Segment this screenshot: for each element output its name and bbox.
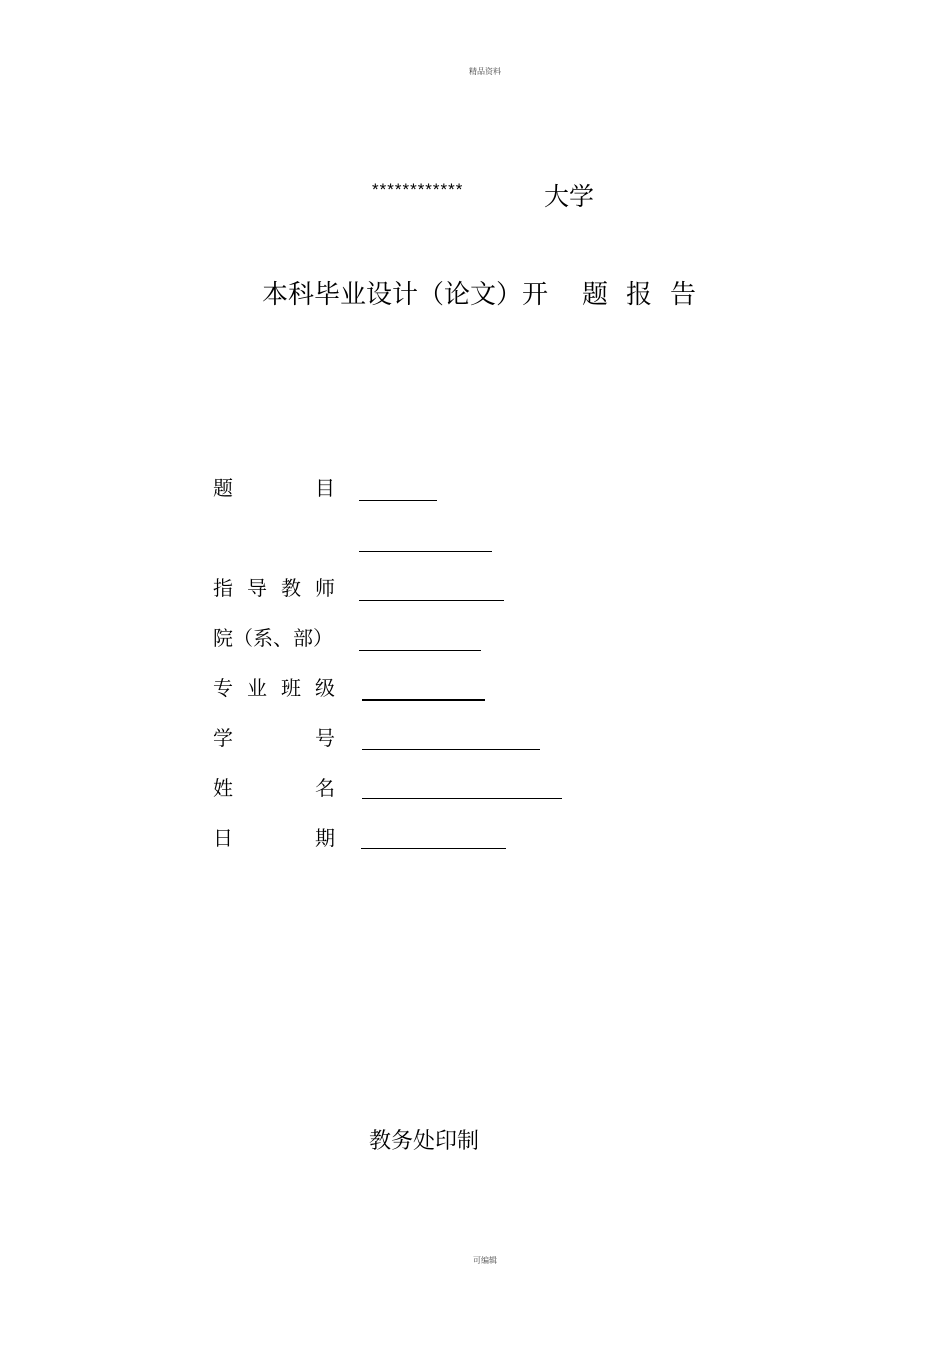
university-name-placeholder: ************ [372, 180, 464, 199]
label-char: 业 [247, 676, 267, 700]
name-blank-line[interactable] [362, 798, 562, 799]
student-id-label [213, 726, 335, 750]
label-char: 指 [213, 576, 233, 600]
advisor-blank-line[interactable] [359, 600, 504, 601]
report-title-main: 本科毕业设计（论文）开 [262, 280, 549, 310]
university-word: 大学 [544, 182, 595, 211]
topic-blank-line-1[interactable] [359, 500, 437, 501]
name-label [213, 776, 335, 800]
label-char: 题 [213, 476, 233, 500]
department-blank-line[interactable] [359, 650, 481, 651]
report-title-char: 报 [626, 280, 653, 310]
topic-blank-line-2[interactable] [359, 551, 492, 552]
date-blank-line[interactable] [361, 848, 506, 849]
label-char: 名 [315, 776, 335, 800]
label-char: 级 [315, 676, 335, 700]
date-label [213, 826, 335, 850]
label-char: 教 [281, 576, 301, 600]
label-char: 号 [315, 726, 335, 750]
advisor-label [213, 576, 335, 600]
printed-by: 教务处印制 [369, 1129, 480, 1154]
report-title-char: 题 [582, 280, 609, 310]
student-id-blank-line[interactable] [362, 749, 540, 750]
major-class-label [213, 676, 335, 700]
label-char: 日 [213, 826, 233, 850]
header-tag: 精品资料 [469, 67, 501, 76]
topic-label [213, 476, 335, 500]
major-class-blank-line[interactable] [362, 699, 485, 701]
report-title-char: 告 [670, 280, 697, 310]
department-label: 院（系、部） [213, 626, 333, 650]
label-char: 师 [315, 576, 335, 600]
label-char: 姓 [213, 776, 233, 800]
footer-tag: 可编辑 [473, 1256, 497, 1265]
label-char: 学 [213, 726, 233, 750]
label-char: 期 [315, 826, 335, 850]
label-char: 专 [213, 676, 233, 700]
label-char: 班 [281, 676, 301, 700]
label-char: 导 [247, 576, 267, 600]
report-title [262, 274, 696, 311]
label-char: 目 [315, 476, 335, 500]
